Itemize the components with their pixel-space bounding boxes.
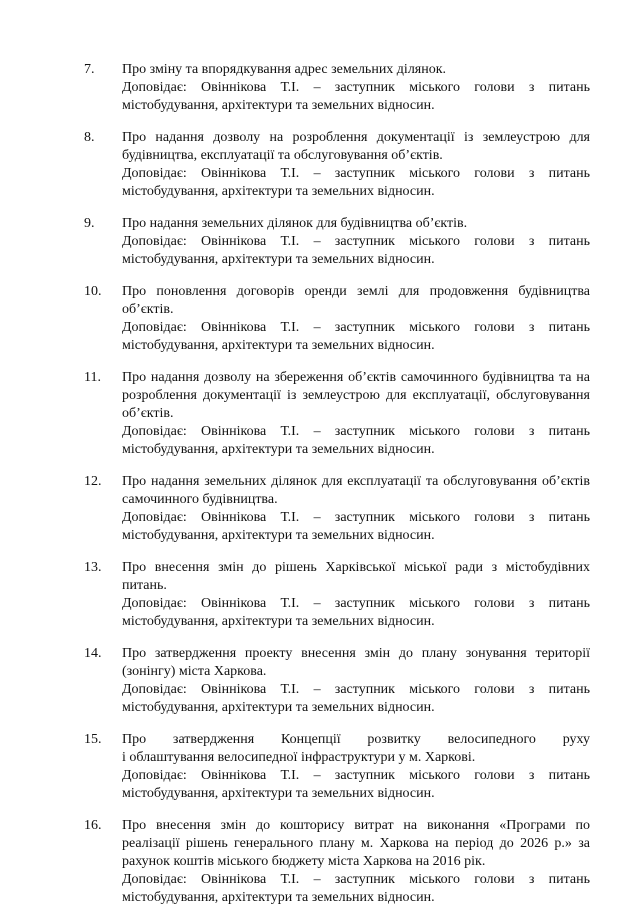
item-body xyxy=(122,61,590,115)
speaker-name: Овіннікова Т.І. xyxy=(201,596,300,611)
agenda-item-16 xyxy=(82,817,590,907)
item-speaker xyxy=(122,595,590,631)
item-speaker xyxy=(122,509,590,545)
speaker-name: Овіннікова Т.І. xyxy=(201,768,300,783)
item-title: Про затвердження проекту внесення змін до плану зонування території (зонінгу) міста Харкова. xyxy=(122,646,590,679)
item-body xyxy=(122,473,590,545)
item-number: 10. xyxy=(84,284,102,299)
speaker-role: – заступник міського голови з питань містобудування, архітектури та земельних відносин. xyxy=(122,234,590,267)
item-number: 15. xyxy=(84,732,102,747)
agenda-item-12 xyxy=(82,473,590,545)
item-speaker xyxy=(122,871,590,907)
item-body xyxy=(122,283,590,355)
item-body xyxy=(122,731,590,803)
speaker-role: – заступник міського голови з питань містобудування, архітектури та земельних відносин. xyxy=(122,166,590,199)
item-body xyxy=(122,129,590,201)
item-body xyxy=(122,215,590,269)
agenda-item-13 xyxy=(82,559,590,631)
speaker-role: – заступник міського голови з питань містобудування, архітектури та земельних відносин. xyxy=(122,424,590,457)
item-speaker xyxy=(122,233,590,269)
agenda-item-14 xyxy=(82,645,590,717)
agenda-item-9 xyxy=(82,215,590,269)
item-speaker xyxy=(122,319,590,355)
item-body xyxy=(122,369,590,459)
speaker-prefix: Доповідає: xyxy=(122,80,187,95)
item-title-line-1: Про затвердження Концепції розвитку велосипедного руху xyxy=(122,732,590,747)
speaker-name: Овіннікова Т.І. xyxy=(201,872,300,887)
item-number: 7. xyxy=(84,62,95,77)
item-title-line-2: і облаштування велосипедної інфраструктури у м. Харкові. xyxy=(122,750,476,765)
speaker-prefix: Доповідає: xyxy=(122,234,187,249)
speaker-name: Овіннікова Т.І. xyxy=(201,320,300,335)
item-body xyxy=(122,817,590,907)
agenda-item-8 xyxy=(82,129,590,201)
item-title: Про внесення змін до кошторису витрат на виконання «Програми по реалізації рішень генерального плану м. Харкова на період до 2026 р.» за рахунок коштів міського бюджету міста Харкова на 2016 рік. xyxy=(122,818,590,869)
item-title: Про зміну та впорядкування адрес земельних ділянок. xyxy=(122,62,447,77)
speaker-prefix: Доповідає: xyxy=(122,424,187,439)
speaker-role: – заступник міського голови з питань містобудування, архітектури та земельних відносин. xyxy=(122,320,590,353)
item-title: Про внесення змін до рішень Харківської міської ради з містобудівних питань. xyxy=(122,560,590,593)
item-number: 13. xyxy=(84,560,102,575)
item-title: Про поновлення договорів оренди землі для продовження будівництва об’єктів. xyxy=(122,284,590,317)
item-number: 12. xyxy=(84,474,102,489)
speaker-role: – заступник міського голови з питань містобудування, архітектури та земельних відносин. xyxy=(122,682,590,715)
speaker-prefix: Доповідає: xyxy=(122,682,187,697)
speaker-role: – заступник міського голови з питань містобудування, архітектури та земельних відносин. xyxy=(122,768,590,801)
speaker-role: – заступник міського голови з питань містобудування, архітектури та земельних відносин. xyxy=(122,596,590,629)
item-speaker xyxy=(122,681,590,717)
agenda-item-15 xyxy=(82,731,590,803)
speaker-role: – заступник міського голови з питань містобудування, архітектури та земельних відносин. xyxy=(122,872,590,905)
item-number: 16. xyxy=(84,818,102,833)
item-title: Про надання дозволу на збереження об’єктів самочинного будівництва та на розроблення документації із землеустрою для експлуатації, обслуговування об’єктів. xyxy=(122,370,590,421)
speaker-prefix: Доповідає: xyxy=(122,510,187,525)
speaker-name: Овіннікова Т.І. xyxy=(201,682,300,697)
speaker-prefix: Доповідає: xyxy=(122,596,187,611)
speaker-name: Овіннікова Т.І. xyxy=(201,80,300,95)
speaker-name: Овіннікова Т.І. xyxy=(201,234,300,249)
agenda-list xyxy=(82,61,590,921)
item-speaker xyxy=(122,165,590,201)
item-number: 11. xyxy=(84,370,101,385)
item-body xyxy=(122,645,590,717)
item-body xyxy=(122,559,590,631)
item-number: 8. xyxy=(84,130,95,145)
speaker-name: Овіннікова Т.І. xyxy=(201,510,300,525)
speaker-name: Овіннікова Т.І. xyxy=(201,424,300,439)
speaker-prefix: Доповідає: xyxy=(122,320,187,335)
speaker-prefix: Доповідає: xyxy=(122,768,187,783)
speaker-prefix: Доповідає: xyxy=(122,872,187,887)
item-number: 9. xyxy=(84,216,95,231)
agenda-item-10 xyxy=(82,283,590,355)
item-title: Про надання дозволу на розроблення документації із землеустрою для будівництва, експлуатації та обслуговування об’єктів. xyxy=(122,130,590,163)
speaker-role: – заступник міського голови з питань містобудування, архітектури та земельних відносин. xyxy=(122,510,590,543)
item-title: Про надання земельних ділянок для будівництва об’єктів. xyxy=(122,216,468,231)
item-speaker xyxy=(122,79,590,115)
speaker-role: – заступник міського голови з питань містобудування, архітектури та земельних відносин. xyxy=(122,80,590,113)
speaker-name: Овіннікова Т.І. xyxy=(201,166,300,181)
item-speaker xyxy=(122,423,590,459)
agenda-item-11 xyxy=(82,369,590,459)
item-speaker xyxy=(122,767,590,803)
speaker-prefix: Доповідає: xyxy=(122,166,187,181)
item-title: Про надання земельних ділянок для експлуатації та обслуговування об’єктів самочинного будівництва. xyxy=(122,474,590,507)
item-number: 14. xyxy=(84,646,102,661)
agenda-item-7 xyxy=(82,61,590,115)
